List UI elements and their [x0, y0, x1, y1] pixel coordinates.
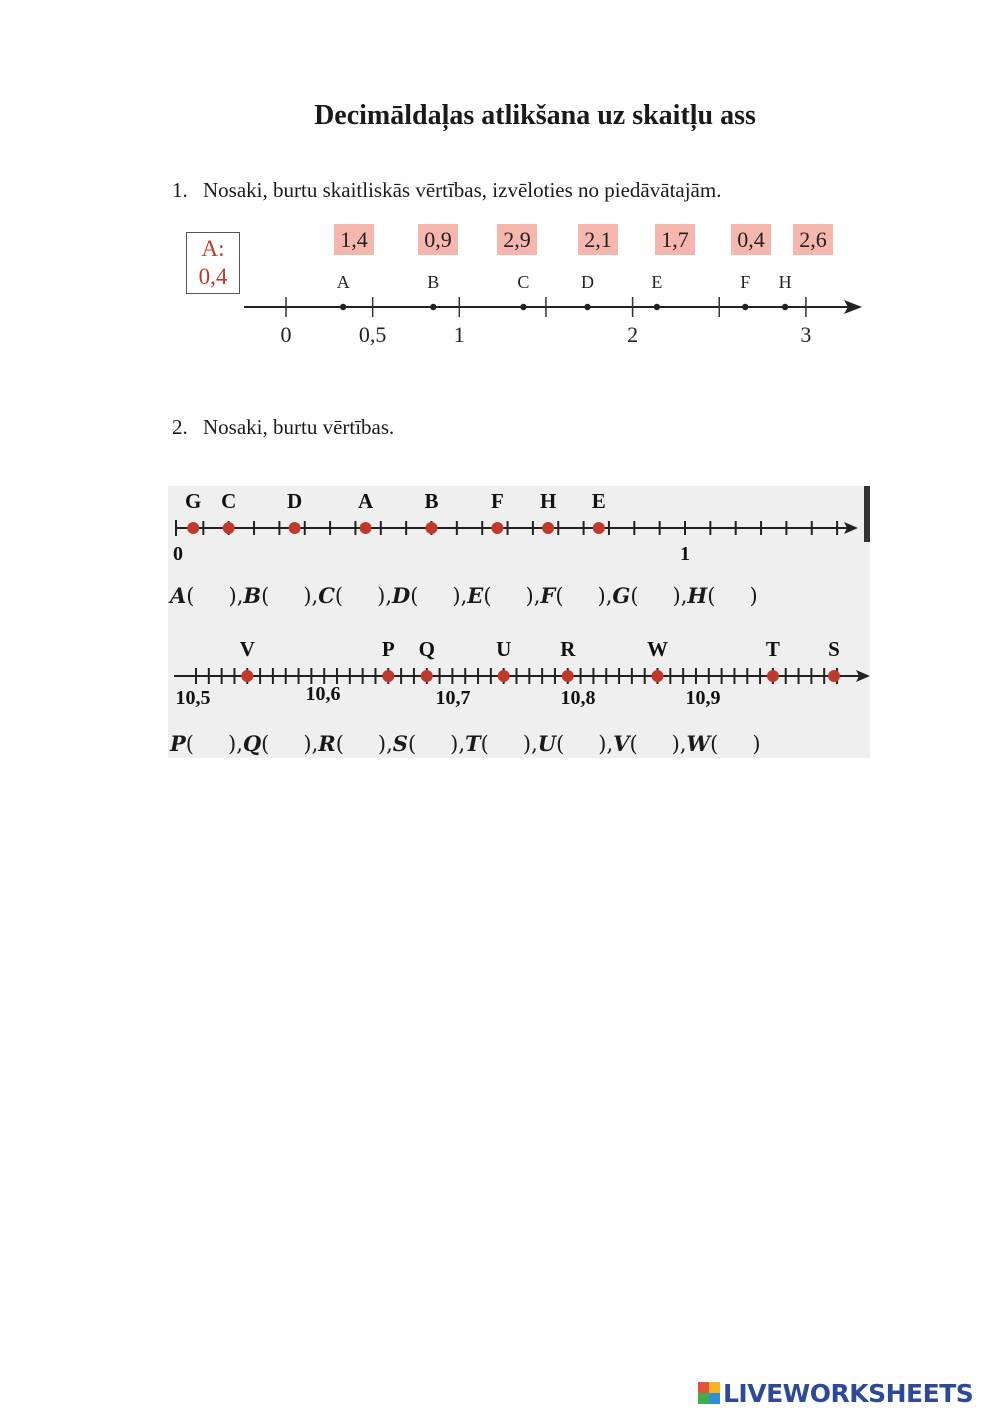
answer-slot-v[interactable] [613, 731, 686, 756]
number-line-3 [168, 634, 870, 714]
point-f-dot [742, 304, 748, 310]
paren-open: ( [407, 732, 417, 756]
paren-open: ( [261, 584, 270, 608]
answer-letter: H [687, 583, 708, 608]
point-label: E [591, 489, 606, 513]
answer-slot-d[interactable] [392, 583, 467, 608]
page-title: Decimāldaļas atlikšana uz skaitļu ass [314, 100, 756, 131]
point-label: G [185, 489, 202, 513]
paren-close: ), [522, 732, 538, 756]
paren-open: ( [555, 584, 564, 608]
answer-row-2 [170, 731, 761, 756]
paren-open: ( [483, 584, 492, 608]
answer-slot-s[interactable] [393, 731, 465, 756]
paren-close: ), [377, 584, 392, 608]
point-label: D [581, 272, 595, 292]
paren-open: ( [629, 732, 638, 756]
point-label: V [239, 637, 255, 661]
task-1-text: Nosaki, burtu skaitliskās vērtības, izvēloties no piedāvātajām. [203, 178, 722, 202]
task-1-number: 1. [172, 178, 188, 202]
point-u-dot [498, 670, 510, 682]
point-b-dot [430, 304, 436, 310]
point-label: D [287, 489, 303, 513]
paren-close: ), [303, 584, 319, 608]
paren-close: ) [752, 732, 761, 756]
paren-close: ) [749, 584, 758, 608]
point-c-dot [223, 522, 235, 534]
value-chip[interactable]: 0,4 [731, 224, 771, 255]
answer-letter: B [243, 583, 262, 608]
paren-close: ), [228, 732, 243, 756]
point-label: A [336, 272, 350, 292]
point-e-dot [593, 522, 605, 534]
tick-label-end: 1 [680, 543, 690, 565]
tick-label: 1 [453, 322, 465, 347]
answer-letter: U [537, 731, 557, 756]
answer-slot-q[interactable] [243, 731, 318, 756]
tick-label: 2 [627, 322, 639, 347]
answer-slot-b[interactable] [243, 583, 318, 608]
point-f-dot [491, 522, 503, 534]
answer-slot-f[interactable] [540, 583, 612, 608]
task-2-text: Nosaki, burtu vērtības. [203, 415, 395, 439]
number-line-1 [0, 260, 1000, 360]
brand-name: LIVEWORKSHEETS [723, 1378, 974, 1408]
answer-letter: S [392, 731, 408, 756]
paren-open: ( [707, 584, 716, 608]
paren-close: ), [452, 584, 468, 608]
tick-label: 0,5 [358, 322, 387, 347]
answer-letter: Q [242, 731, 262, 756]
example-answer-letter: A: [201, 236, 225, 261]
answer-letter: D [392, 583, 411, 608]
example-answer-value: 0,4 [198, 264, 228, 289]
answer-slot-u[interactable] [538, 731, 613, 756]
answer-slot-h[interactable] [687, 583, 757, 608]
paren-close: ), [228, 584, 244, 608]
paren-close: ), [597, 584, 613, 608]
task-2-instruction [172, 415, 394, 440]
point-a-dot [360, 522, 372, 534]
point-label: H [778, 272, 792, 292]
point-label: B [427, 272, 440, 292]
answer-letter: R [318, 731, 336, 756]
point-g-dot [187, 522, 199, 534]
answer-row-1 [170, 583, 758, 608]
point-label: C [517, 272, 530, 292]
point-label: P [381, 637, 395, 661]
answer-letter: G [612, 583, 631, 608]
paren-close: ), [303, 732, 319, 756]
task-1-instruction [172, 178, 721, 203]
point-d-dot [289, 522, 301, 534]
answer-slot-g[interactable] [612, 583, 687, 608]
answer-letter: F [540, 583, 556, 608]
value-chip[interactable]: 2,9 [497, 224, 537, 255]
tick-label: 10,5 [175, 687, 211, 709]
point-t-dot [767, 670, 779, 682]
paren-open: ( [334, 584, 344, 608]
tick-label: 10,9 [685, 687, 721, 709]
point-label: W [647, 637, 669, 661]
point-label: U [496, 637, 512, 661]
paren-open: ( [185, 732, 194, 756]
answer-letter: E [467, 583, 484, 608]
point-w-dot [652, 670, 664, 682]
point-label: R [560, 637, 576, 661]
point-label: B [424, 489, 439, 513]
point-v-dot [241, 670, 253, 682]
answer-slot-r[interactable] [318, 731, 393, 756]
paren-close: ), [671, 732, 687, 756]
paren-open: ( [335, 732, 344, 756]
paren-open: ( [630, 584, 639, 608]
paren-close: ), [598, 732, 614, 756]
point-h-dot [542, 522, 554, 534]
point-label: H [539, 489, 557, 513]
number-line-2 [168, 486, 870, 566]
point-s-dot [828, 670, 840, 682]
answer-letter: C [318, 583, 335, 608]
answer-slot-t[interactable] [465, 731, 538, 756]
paren-open: ( [556, 732, 565, 756]
point-a-dot [340, 304, 346, 310]
tick-label: 10,6 [305, 683, 341, 705]
answer-letter: T [465, 731, 481, 756]
answer-slot-p[interactable] [170, 731, 243, 756]
paren-close: ), [525, 584, 541, 608]
value-chip[interactable]: 1,7 [655, 224, 695, 255]
answer-letter: W [686, 731, 711, 756]
answer-slot-a[interactable] [170, 583, 243, 608]
point-label: A [358, 489, 374, 513]
paren-open: ( [710, 732, 719, 756]
paren-open: ( [186, 584, 195, 608]
point-h-dot [782, 304, 788, 310]
answer-slot-w[interactable] [687, 731, 761, 756]
paren-open: ( [410, 584, 419, 608]
tick-label: 3 [800, 322, 812, 347]
paren-close: ), [450, 732, 466, 756]
answer-letter: A [170, 583, 187, 608]
point-b-dot [426, 522, 438, 534]
value-chip[interactable]: 2,6 [793, 224, 833, 255]
tick-label: 0 [280, 322, 292, 347]
point-label: Q [418, 637, 435, 661]
point-d-dot [584, 304, 590, 310]
point-p-dot [382, 670, 394, 682]
value-chip[interactable]: 1,4 [334, 224, 374, 255]
point-label: S [828, 637, 840, 661]
point-c-dot [520, 304, 526, 310]
tick-label-start: 0 [173, 543, 183, 565]
paren-close: ), [672, 584, 688, 608]
liveworksheets-logo [698, 1378, 973, 1408]
point-q-dot [421, 670, 433, 682]
paren-open: ( [480, 732, 489, 756]
exercise-panel [168, 486, 870, 758]
point-e-dot [654, 304, 660, 310]
paren-open: ( [261, 732, 270, 756]
paren-close: ), [377, 732, 393, 756]
value-chip[interactable]: 2,1 [578, 224, 618, 255]
value-chip[interactable]: 0,9 [418, 224, 458, 255]
answer-slot-e[interactable] [467, 583, 540, 608]
point-label: F [740, 272, 751, 292]
task-2-number: 2. [172, 415, 188, 439]
point-label: T [765, 637, 780, 661]
answer-letter: P [170, 731, 186, 756]
answer-slot-c[interactable] [318, 583, 392, 608]
tick-label: 10,7 [435, 687, 471, 709]
point-label: F [490, 489, 504, 513]
brand-icon [698, 1382, 720, 1404]
point-label: E [651, 272, 663, 292]
answer-letter: V [613, 731, 630, 756]
point-label: C [221, 489, 237, 513]
tick-label: 10,8 [560, 687, 596, 709]
point-r-dot [562, 670, 574, 682]
